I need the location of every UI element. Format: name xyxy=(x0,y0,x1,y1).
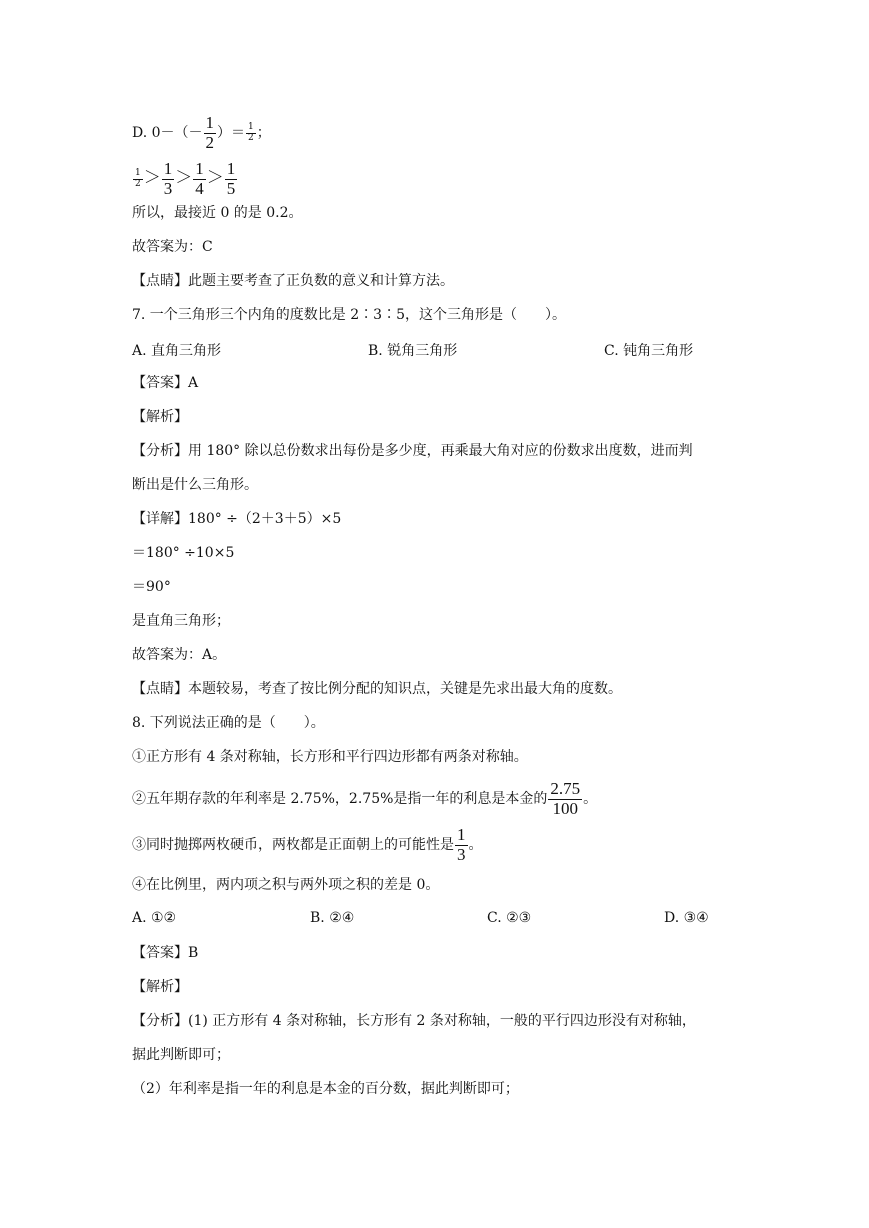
q6-cmp-fraction-4: $\frac{1}{5}$ xyxy=(226,159,236,198)
q8-option-c: C. ②③ xyxy=(487,910,532,926)
q6-option-d-line xyxy=(132,114,271,152)
q6-conclusion: 所以，最接近 0 的是 0.2。 xyxy=(132,205,303,221)
q7-analysis-line-2: 断出是什么三角形。 xyxy=(132,477,258,493)
greater-than-sign: ＞ xyxy=(143,168,161,188)
q7-final-answer: 故答案为：A。 xyxy=(132,647,227,663)
q7-option-c: C. 钝角三角形 xyxy=(604,343,694,359)
q6-comment: 【点睛】此题主要考查了正负数的意义和计算方法。 xyxy=(132,273,454,289)
q8-answer-label: 【答案】B xyxy=(132,945,199,961)
q7-option-a: A. 直角三角形 xyxy=(132,343,222,359)
q8-statement-2 xyxy=(132,780,597,818)
q6-comparison-line xyxy=(132,160,238,198)
q8-option-a: A. ①② xyxy=(132,910,177,926)
q6-cmp-fraction-2: $\frac{1}{3}$ xyxy=(163,159,173,198)
q7-detail-line-1: 【详解】180° ÷（2＋3＋5）×5 xyxy=(132,511,342,527)
q6-d-end: ； xyxy=(256,125,271,142)
q6-answer: 故答案为：C xyxy=(132,239,213,255)
q8-statement-2-end: 。 xyxy=(583,791,598,808)
q6-d-prefix: D. 0－（－ xyxy=(132,125,203,142)
q8-statement-3-text: ③同时抛掷两枚硬币，两枚都是正面朝上的可能性是 xyxy=(132,837,454,854)
q8-statement-4: ④在比例里，两内项之积与两外项之积的差是 0。 xyxy=(132,877,440,893)
greater-than-sign: ＞ xyxy=(175,168,193,188)
q8-statement-3-fraction: $\frac{1}{3}$ xyxy=(457,825,466,864)
q8-option-d: D. ③④ xyxy=(664,910,709,926)
greater-than-sign: ＞ xyxy=(206,168,224,188)
q8-statement-3 xyxy=(132,826,483,864)
q6-d-result-fraction: $\frac{1}{2}$ xyxy=(248,121,254,143)
q8-statement-2-text: ②五年期存款的年利率是 2.75%，2.75%是指一年的利息是本金的 xyxy=(132,791,548,808)
q8-analysis-line-3: （2）年利率是指一年的利息是本金的百分数，据此判断即可； xyxy=(132,1081,519,1097)
q8-statement-3-end: 。 xyxy=(468,837,483,854)
q7-question: 7. 一个三角形三个内角的度数比是 2∶3∶5，这个三角形是（ ）。 xyxy=(132,307,566,323)
q7-analysis-label: 【解析】 xyxy=(132,409,188,425)
q8-option-b: B. ②④ xyxy=(310,910,355,926)
q6-cmp-fraction-1: $\frac{1}{2}$ xyxy=(135,167,141,189)
q8-analysis-line-2: 据此判断即可； xyxy=(132,1047,230,1063)
q6-d-fraction: $\frac{1}{2}$ xyxy=(205,113,215,152)
q7-analysis-line-1: 【分析】用 180° 除以总份数求出每份是多少度，再乘最大角对应的份数求出度数，进而判 xyxy=(132,443,693,459)
q8-question: 8. 下列说法正确的是（ ）。 xyxy=(132,715,325,731)
q7-comment: 【点睛】本题较易，考查了按比例分配的知识点，关键是先求出最大角的度数。 xyxy=(132,681,622,697)
q8-statement-1: ①正方形有 4 条对称轴，长方形和平行四边形都有两条对称轴。 xyxy=(132,749,528,765)
q6-cmp-fraction-3: $\frac{1}{4}$ xyxy=(195,159,204,198)
q7-detail-line-2: ＝180° ÷10×5 xyxy=(132,545,235,561)
q7-detail-line-3: ＝90° xyxy=(132,579,171,595)
q6-d-mid: ）＝ xyxy=(217,125,246,142)
q8-analysis-line-1: 【分析】(1) 正方形有 4 条对称轴，长方形有 2 条对称轴，一般的平行四边形没有对称轴， xyxy=(132,1013,696,1029)
q8-analysis-label: 【解析】 xyxy=(132,979,188,995)
q8-statement-2-fraction: $\frac{2.75}{100}$ xyxy=(550,779,581,818)
q7-detail-line-4: 是直角三角形； xyxy=(132,613,230,629)
q7-option-b: B. 锐角三角形 xyxy=(368,343,458,359)
q7-answer-label: 【答案】A xyxy=(132,375,199,391)
